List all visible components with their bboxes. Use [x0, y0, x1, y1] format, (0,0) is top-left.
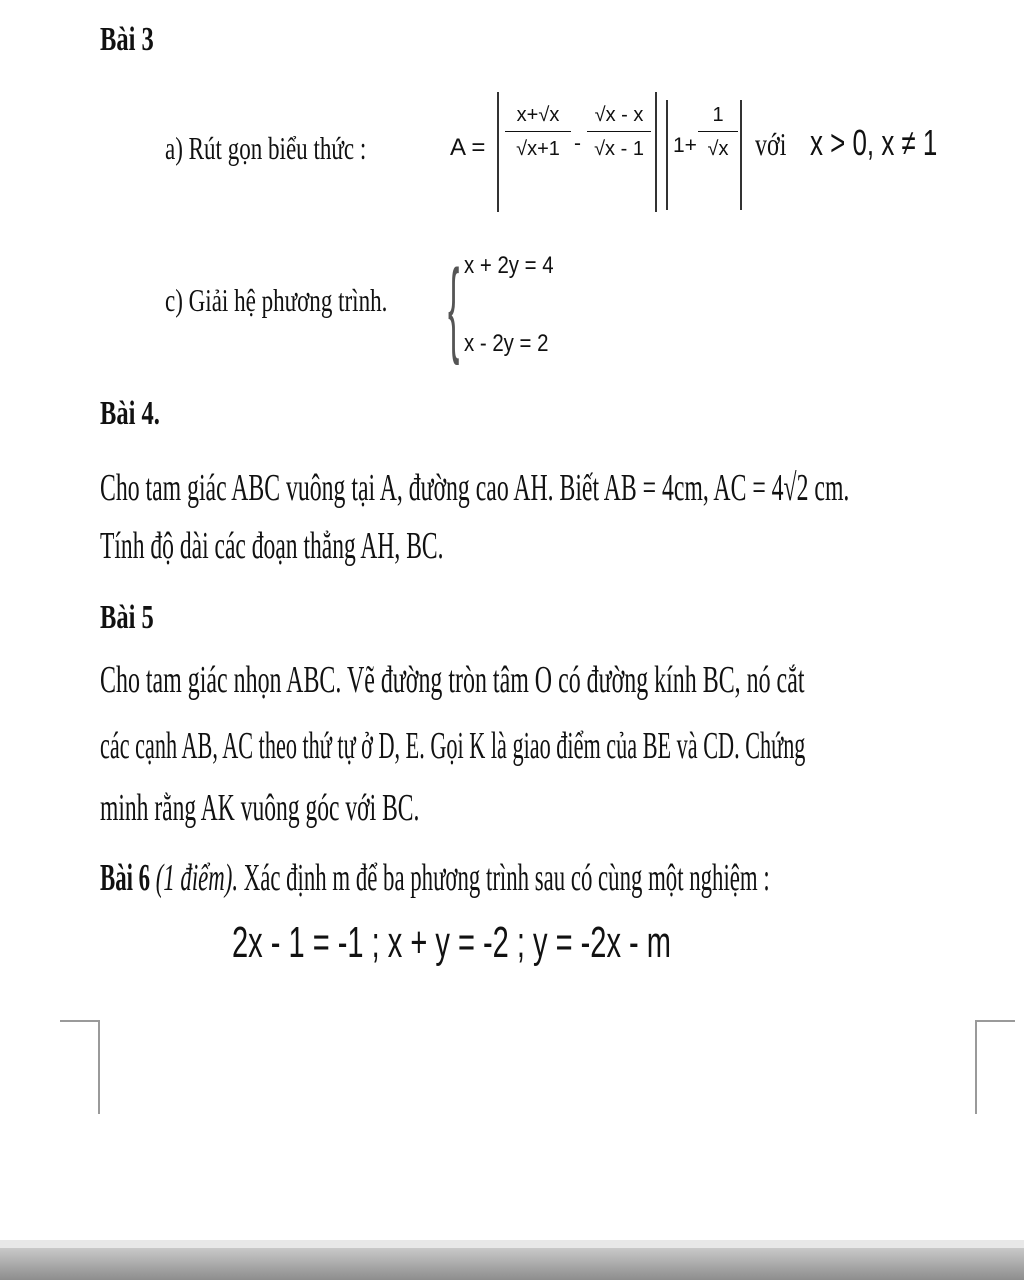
bai6-equations: 2x - 1 = -1 ; x + y = -2 ; y = -2x - m	[232, 918, 671, 967]
formula-a-lhs: A =	[450, 134, 486, 161]
page-corner-left	[60, 1020, 100, 1114]
bai5-line-2: các cạnh AB, AC theo thứ tự ở D, E. Gọi K là giao điểm của BE và CD. Chứng	[100, 725, 806, 767]
formula-plus-one: 1+	[673, 134, 697, 157]
system-brace: {	[448, 250, 460, 368]
condition: x > 0, x ≠ 1	[810, 122, 938, 163]
bai6-line	[100, 858, 770, 898]
formula-bracket-left	[497, 92, 499, 212]
bottom-scroll-bar[interactable]	[0, 1248, 1024, 1280]
bai6-text: Xác định m để ba phương trình sau có cùng một nghiệm :	[243, 857, 770, 899]
page-corner-right	[975, 1020, 1015, 1114]
formula-bracket-right-2	[740, 100, 742, 210]
formula-bracket-left-2	[666, 100, 668, 210]
formula-fraction-2	[587, 104, 651, 161]
bai5-line-1: Cho tam giác nhọn ABC. Vẽ đường tròn tâm O có đường kính BC, nó cắt	[100, 659, 805, 701]
system-equation-2: x - 2y = 2	[464, 330, 549, 357]
bai6-points: (1 điểm).	[155, 857, 239, 899]
bai3-heading: Bài 3	[100, 21, 154, 58]
condition-word: với	[755, 126, 787, 162]
fraction-3-numerator: 1	[698, 104, 738, 132]
bai4-line-2: Tính độ dài các đoạn thẳng AH, BC.	[100, 525, 444, 567]
bai3-part-a-label: a) Rút gọn biểu thức :	[165, 130, 367, 166]
bai5-heading: Bài 5	[100, 599, 154, 636]
formula-minus: -	[574, 132, 581, 155]
fraction-3-denominator: √x	[707, 138, 729, 160]
formula-fraction-1	[505, 104, 571, 161]
bai4-line-1: Cho tam giác ABC vuông tại A, đường cao AH. Biết AB = 4cm, AC = 4√2 cm.	[100, 467, 850, 509]
bai3-part-c-label: c) Giải hệ phương trình.	[165, 282, 388, 318]
system-equation-1: x + 2y = 4	[464, 252, 554, 279]
fraction-1-denominator: √x+1	[516, 138, 560, 160]
bai4-heading: Bài 4.	[100, 395, 160, 432]
bai6-heading: Bài 6	[100, 857, 151, 899]
page-divider	[0, 1240, 1024, 1248]
bai5-line-3: minh rằng AK vuông góc với BC.	[100, 787, 420, 829]
fraction-2-numerator: √x - x	[587, 104, 651, 132]
fraction-2-denominator: √x - 1	[594, 138, 644, 160]
fraction-1-numerator: x+√x	[505, 104, 571, 132]
formula-fraction-3	[698, 104, 738, 161]
formula-bracket-right	[655, 92, 657, 212]
